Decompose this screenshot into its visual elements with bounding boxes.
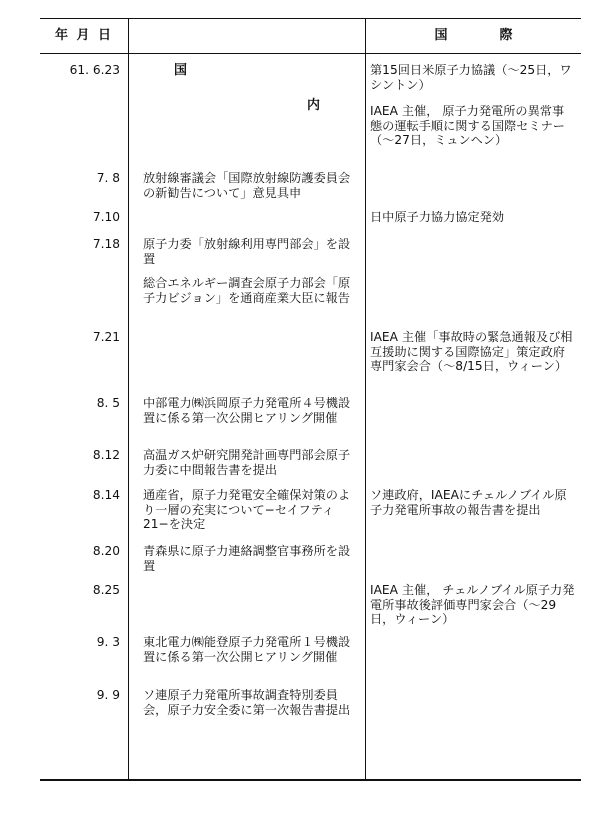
header-domestic-char-2: 内 xyxy=(307,98,321,113)
chronology-table xyxy=(40,18,581,780)
row-domestic: 通産省，原子力発電安全確保対策のより一層の充実について−セイフティ21−を決定 xyxy=(143,488,351,531)
row-domestic: 原子力委「放射線利用専門部会」を設置 xyxy=(143,237,351,266)
row-date: 8. 5 xyxy=(96,396,120,410)
row-domestic: 中部電力㈱浜岡原子力発電所４号機設置に係る第一次公開ヒアリング開催 xyxy=(143,396,351,425)
row-domestic: 高温ガス炉研究開発計画専門部会原子力委に中間報告書を提出 xyxy=(143,448,351,477)
row-domestic: 東北電力㈱能登原子力発電所１号機設置に係る第一次公開ヒアリング開催 xyxy=(143,635,351,664)
row-date: 8.20 xyxy=(92,544,120,558)
row-international: 第15回日米原子力協議（〜25日，ワシントン） xyxy=(370,63,572,92)
row-domestic: ソ連原子力発電所事故調査特別委員会，原子力安全委に第一次報告書提出 xyxy=(143,688,351,717)
row-domestic: 総合エネルギー調査会原子力部会「原子力ビジョン」を通商産業大臣に報告 xyxy=(143,276,351,305)
row-international: IAEA 主催， 原子力発電所の異常事態の運転手順に関する国際セミナー（〜27日，ミュンヘン） xyxy=(370,104,565,147)
row-date: 7. 8 xyxy=(96,171,120,185)
column-divider-domestic xyxy=(365,18,366,780)
row-date: 8.12 xyxy=(92,448,120,462)
header-international: 国 際 xyxy=(434,28,513,43)
header-date: 年 月 日 xyxy=(54,28,114,43)
row-date: 7.21 xyxy=(92,330,120,344)
row-date: 8.14 xyxy=(92,488,120,502)
bottom-rule xyxy=(40,779,581,781)
header-domestic xyxy=(129,18,365,113)
row-international: ソ連政府，IAEAにチェルノブイル原子力発電所事故の報告書を提出 xyxy=(370,488,567,517)
row-date: 7.10 xyxy=(92,210,120,224)
row-date: 9. 3 xyxy=(96,635,120,649)
row-date: 9. 9 xyxy=(96,688,120,702)
row-international: IAEA 主催「事故時の緊急通報及び相互援助に関する国際協定」策定政府専門家会合（〜8/15日，ウィーン） xyxy=(370,330,573,373)
row-date: 7.18 xyxy=(92,237,120,251)
row-international: 日中原子力協力協定発効 xyxy=(370,210,505,224)
row-domestic: 青森県に原子力連絡調整官事務所を設置 xyxy=(143,544,351,573)
header-domestic-char-1: 国 xyxy=(174,63,188,78)
header-rule xyxy=(40,53,581,54)
row-date: 8.25 xyxy=(92,583,120,597)
row-date: 61. 6.23 xyxy=(69,63,120,77)
row-international: IAEA 主催， チェルノブイル原子力発電所事故後評価専門家会合（〜29日，ウィーン） xyxy=(370,583,575,626)
row-domestic: 放射線審議会「国際放射線防護委員会の新勧告について」意見具申 xyxy=(143,171,351,200)
